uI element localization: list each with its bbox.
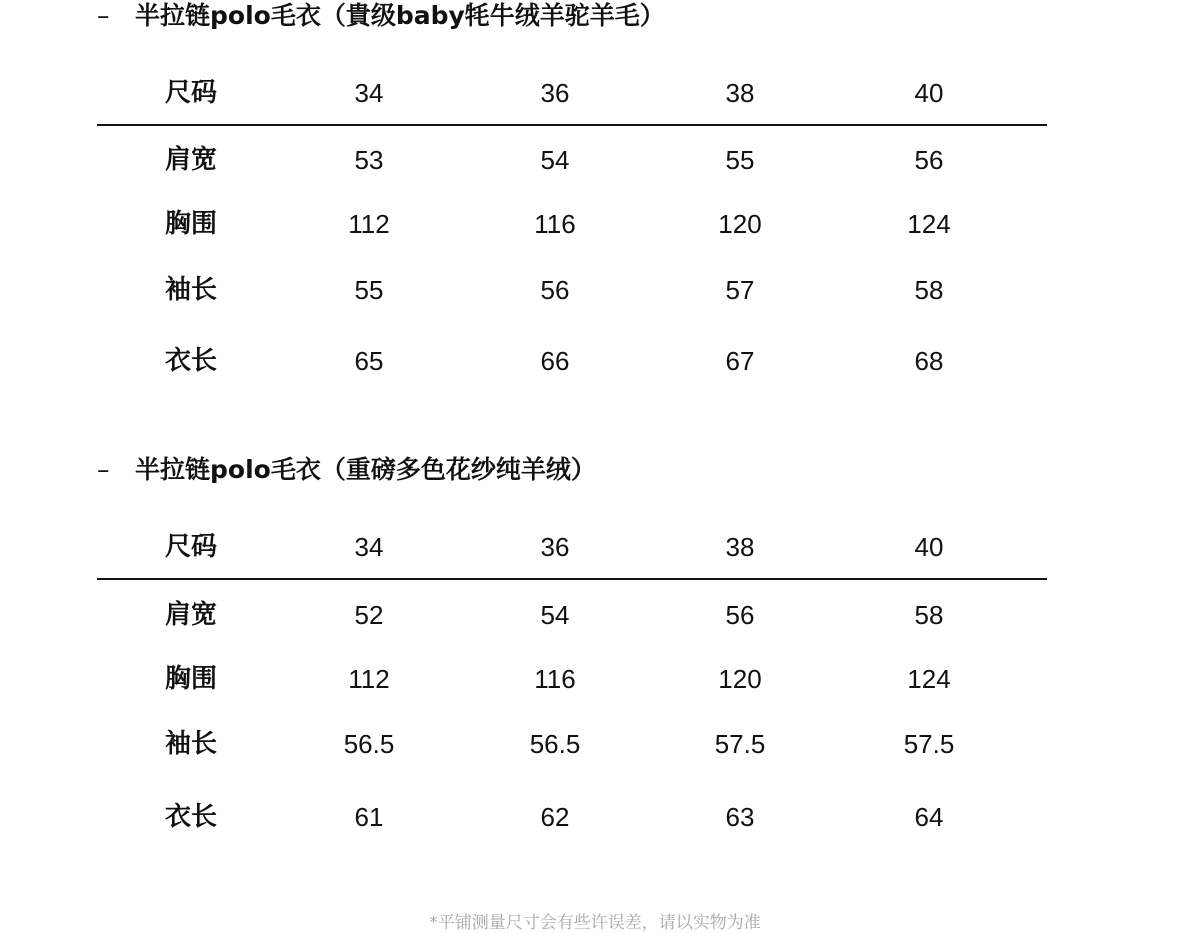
table-header-row <box>97 527 1047 567</box>
table-cell: 56.5 <box>529 729 581 759</box>
table-header-row <box>97 73 1047 113</box>
table-cell: 68 <box>914 346 944 376</box>
row-label: 肩宽 <box>165 600 218 630</box>
section-title-1 <box>97 0 665 32</box>
table-cell: 64 <box>914 802 944 832</box>
table-row <box>97 204 1047 244</box>
table-cell: 55 <box>354 275 384 305</box>
table-cell: 116 <box>534 209 576 239</box>
header-size: 36 <box>540 78 570 108</box>
header-divider <box>97 124 1047 126</box>
table-cell: 54 <box>540 600 570 630</box>
table-cell: 58 <box>914 600 944 630</box>
table-row <box>97 659 1047 699</box>
table-cell: 58 <box>914 275 944 305</box>
header-divider <box>97 578 1047 580</box>
section-dash: – <box>97 1 110 30</box>
table-cell: 120 <box>718 209 762 239</box>
table-cell: 56 <box>540 275 570 305</box>
header-size: 36 <box>540 532 570 562</box>
table-cell: 57.5 <box>714 729 766 759</box>
table-cell: 112 <box>348 209 390 239</box>
table-cell: 124 <box>907 209 951 239</box>
header-size: 40 <box>914 78 944 108</box>
header-size: 38 <box>725 532 755 562</box>
table-cell: 66 <box>540 346 570 376</box>
table-row <box>97 797 1047 837</box>
header-size: 40 <box>914 532 944 562</box>
row-label: 胸围 <box>165 664 218 694</box>
measurement-disclaimer: *平铺测量尺寸会有些许误差，请以实物为准 <box>429 913 761 933</box>
section-title-2 <box>97 454 596 486</box>
header-label: 尺码 <box>165 532 218 562</box>
table-cell: 124 <box>907 664 951 694</box>
row-label: 袖长 <box>165 275 218 305</box>
table-cell: 57 <box>725 275 755 305</box>
header-size: 34 <box>354 532 384 562</box>
row-label: 衣长 <box>165 802 218 832</box>
table-cell: 56 <box>914 145 944 175</box>
table-row <box>97 140 1047 180</box>
row-label: 袖长 <box>165 729 218 759</box>
table-row <box>97 724 1047 764</box>
table-cell: 112 <box>348 664 390 694</box>
table-cell: 67 <box>725 346 755 376</box>
table-row <box>97 270 1047 310</box>
row-label: 肩宽 <box>165 145 218 175</box>
table-cell: 65 <box>354 346 384 376</box>
table-cell: 57.5 <box>903 729 955 759</box>
table-cell: 61 <box>354 802 384 832</box>
header-size: 34 <box>354 78 384 108</box>
table-cell: 56.5 <box>343 729 395 759</box>
table-cell: 52 <box>354 600 384 630</box>
table-cell: 55 <box>725 145 755 175</box>
table-cell: 116 <box>534 664 576 694</box>
table-cell: 62 <box>540 802 570 832</box>
section-title-text: 半拉链polo毛衣（重磅多色花纱纯羊绒） <box>135 455 596 484</box>
table-cell: 63 <box>725 802 755 832</box>
header-size: 38 <box>725 78 755 108</box>
row-label: 衣长 <box>165 346 218 376</box>
header-label: 尺码 <box>165 78 218 108</box>
table-cell: 53 <box>354 145 384 175</box>
table-row <box>97 341 1047 381</box>
row-label: 胸围 <box>165 209 218 239</box>
table-cell: 54 <box>540 145 570 175</box>
section-dash: – <box>97 455 110 484</box>
table-cell: 56 <box>725 600 755 630</box>
table-cell: 120 <box>718 664 762 694</box>
section-title-text: 半拉链polo毛衣（貴级baby牦牛绒羊驼羊毛） <box>135 1 665 30</box>
table-row <box>97 595 1047 635</box>
